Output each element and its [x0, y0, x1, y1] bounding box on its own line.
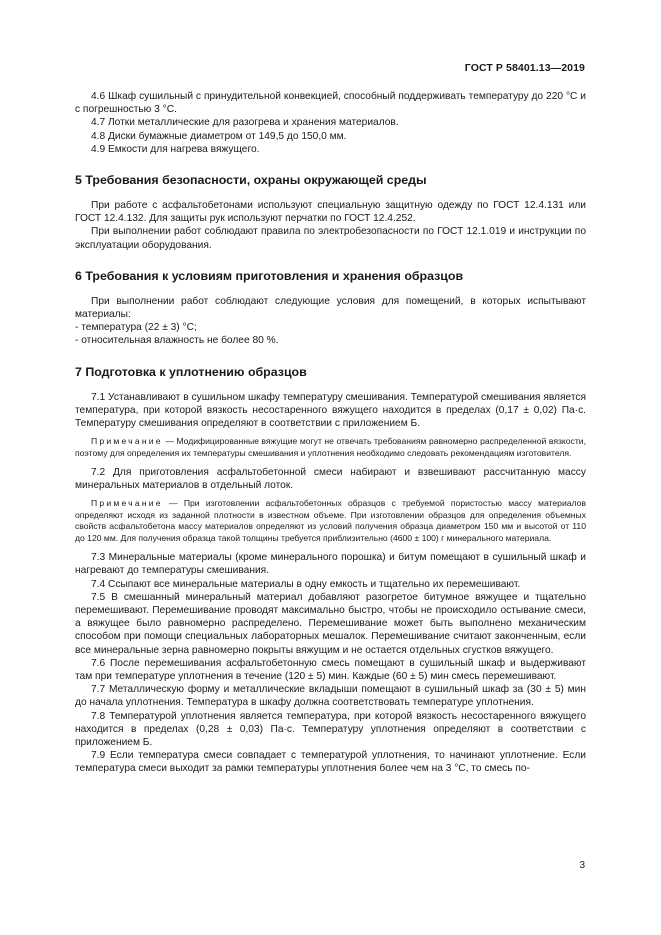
- note-label: Примечание: [91, 436, 163, 447]
- paragraph-7-7: 7.7 Металлическую форму и металлические вкладыши помещают в сушильный шкаф за (30 ± 5) мин до начала уплотнения. Температура в шкафу должна соответствовать температуре уплотнения.: [75, 684, 586, 709]
- note-label: Примечание: [91, 498, 163, 509]
- note-text: — Модифицированные вяжущие могут не отвечать требованиям равномерно распределенной вязкости, поэтому для определения их температуры смешивания и уплотнения необходимо следовать рекомендациям изготовителя.: [75, 436, 586, 458]
- paragraph-7-4: 7.4 Ссыпают все минеральные материалы в одну емкость и тщательно их перемешивают.: [91, 578, 521, 590]
- list-item-temperature: - температура (22 ± 3) °С;: [75, 322, 197, 334]
- paragraph-4-7: 4.7 Лотки металлические для разогрева и хранения материалов.: [91, 117, 399, 129]
- paragraph-4-9: 4.9 Емкости для нагрева вяжущего.: [91, 143, 260, 155]
- paragraph-6-1: При выполнении работ соблюдают следующие условия для помещений, в которых испытывают материалы:: [75, 295, 586, 321]
- list-item-humidity: - относительная влажность не более 80 %.: [75, 335, 279, 347]
- note-7-2: [75, 498, 586, 544]
- paragraph-7-5: 7.5 В смешанный минеральный материал добавляют разогретое битумное вяжущее и тщательно перемешивают. Перемешивание проводят максимально быстро, чтобы не происходило остывание смеси, а вяжущее было равномерно распределено. Перемешивание может быть выполнено механическим способом при помощи специальных лабораторных мешалок. Перемешивание считают законченным, если все минеральные зерна равномерно покрыты вяжущим и не остается отдельных сгустков вяжущего.: [75, 591, 586, 656]
- paragraph-7-3: 7.3 Минеральные материалы (кроме минерального порошка) и битум помещают в сушильный шкаф и нагревают до температуры смешивания.: [75, 552, 586, 577]
- note-7-1: [75, 436, 586, 459]
- paragraph-7-6: 7.6 После перемешивания асфальтобетонную смесь помещают в сушильный шкаф и выдерживают там при температуре уплотнения в течение (120 ± 5) мин. Каждые (60 ± 5) мин смесь перемешивают.: [75, 657, 586, 682]
- page-number: 3: [579, 860, 585, 871]
- section-6-heading: 6 Требования к условиям приготовления и хранения образцов: [75, 268, 464, 283]
- document-body: [75, 90, 586, 776]
- paragraph-5-1: При работе с асфальтобетонами используют специальную защитную одежду по ГОСТ 12.4.131 или ГОСТ 12.4.132. Для защиты рук используют перчатки по ГОСТ 12.4.252.: [75, 200, 586, 225]
- paragraph-7-1: 7.1 Устанавливают в сушильном шкафу температуру смешивания. Температурой смешивания является температура, при которой вязкость несостаренного вяжущего находится в пределах (0,17 ± 0,02) Па·с. Температуру смешивания определяют в соответствии с приложением Б.: [75, 391, 586, 430]
- paragraph-4-8: 4.8 Диски бумажные диаметром от 149,5 до 150,0 мм.: [91, 130, 347, 142]
- paragraph-5-2: При выполнении работ соблюдают правила по электробезопасности по ГОСТ 12.1.019 и инструкции по эксплуатации оборудования.: [75, 226, 586, 251]
- section-5-heading: 5 Требования безопасности, охраны окружающей среды: [75, 173, 427, 188]
- note-text: — При изготовлении асфальтобетонных образцов с требуемой пористостью массу материалов определяют исходя из заданной плотности в известном объеме. При изготовлении образцов для определения объемных свойств асфальтобетона массу материалов определяют из условий получения образца диаметром 150 мм и высотой от 110 до 120 мм. Для получения образца такой толщины требуется приблизительно (4600 ± 100) г минерального материала.: [75, 498, 586, 543]
- document-code: ГОСТ Р 58401.13—2019: [464, 62, 585, 74]
- paragraph-7-2: 7.2 Для приготовления асфальтобетонной смеси набирают и взвешивают рассчитанную массу минеральных материалов в отдельный лоток.: [75, 467, 586, 492]
- paragraph-7-8: 7.8 Температурой уплотнения является температура, при которой вязкость несостаренного вяжущего находится в пределах (0,28 ± 0,03) Па·с. Температуру уплотнения определяют в соответствии с приложением Б.: [75, 710, 586, 748]
- paragraph-4-6: 4.6 Шкаф сушильный с принудительной конвекцией, способный поддерживать температуру до 220 °С и с погрешностью 3 °С.: [75, 91, 586, 116]
- section-7-heading: 7 Подготовка к уплотнению образцов: [75, 364, 307, 379]
- paragraph-7-9: 7.9 Если температура смеси совпадает с температурой уплотнения, то начинают уплотнение. Если температура смеси выходит за рамки температуры уплотнения более чем на 3 °С, то смесь по-: [75, 750, 586, 775]
